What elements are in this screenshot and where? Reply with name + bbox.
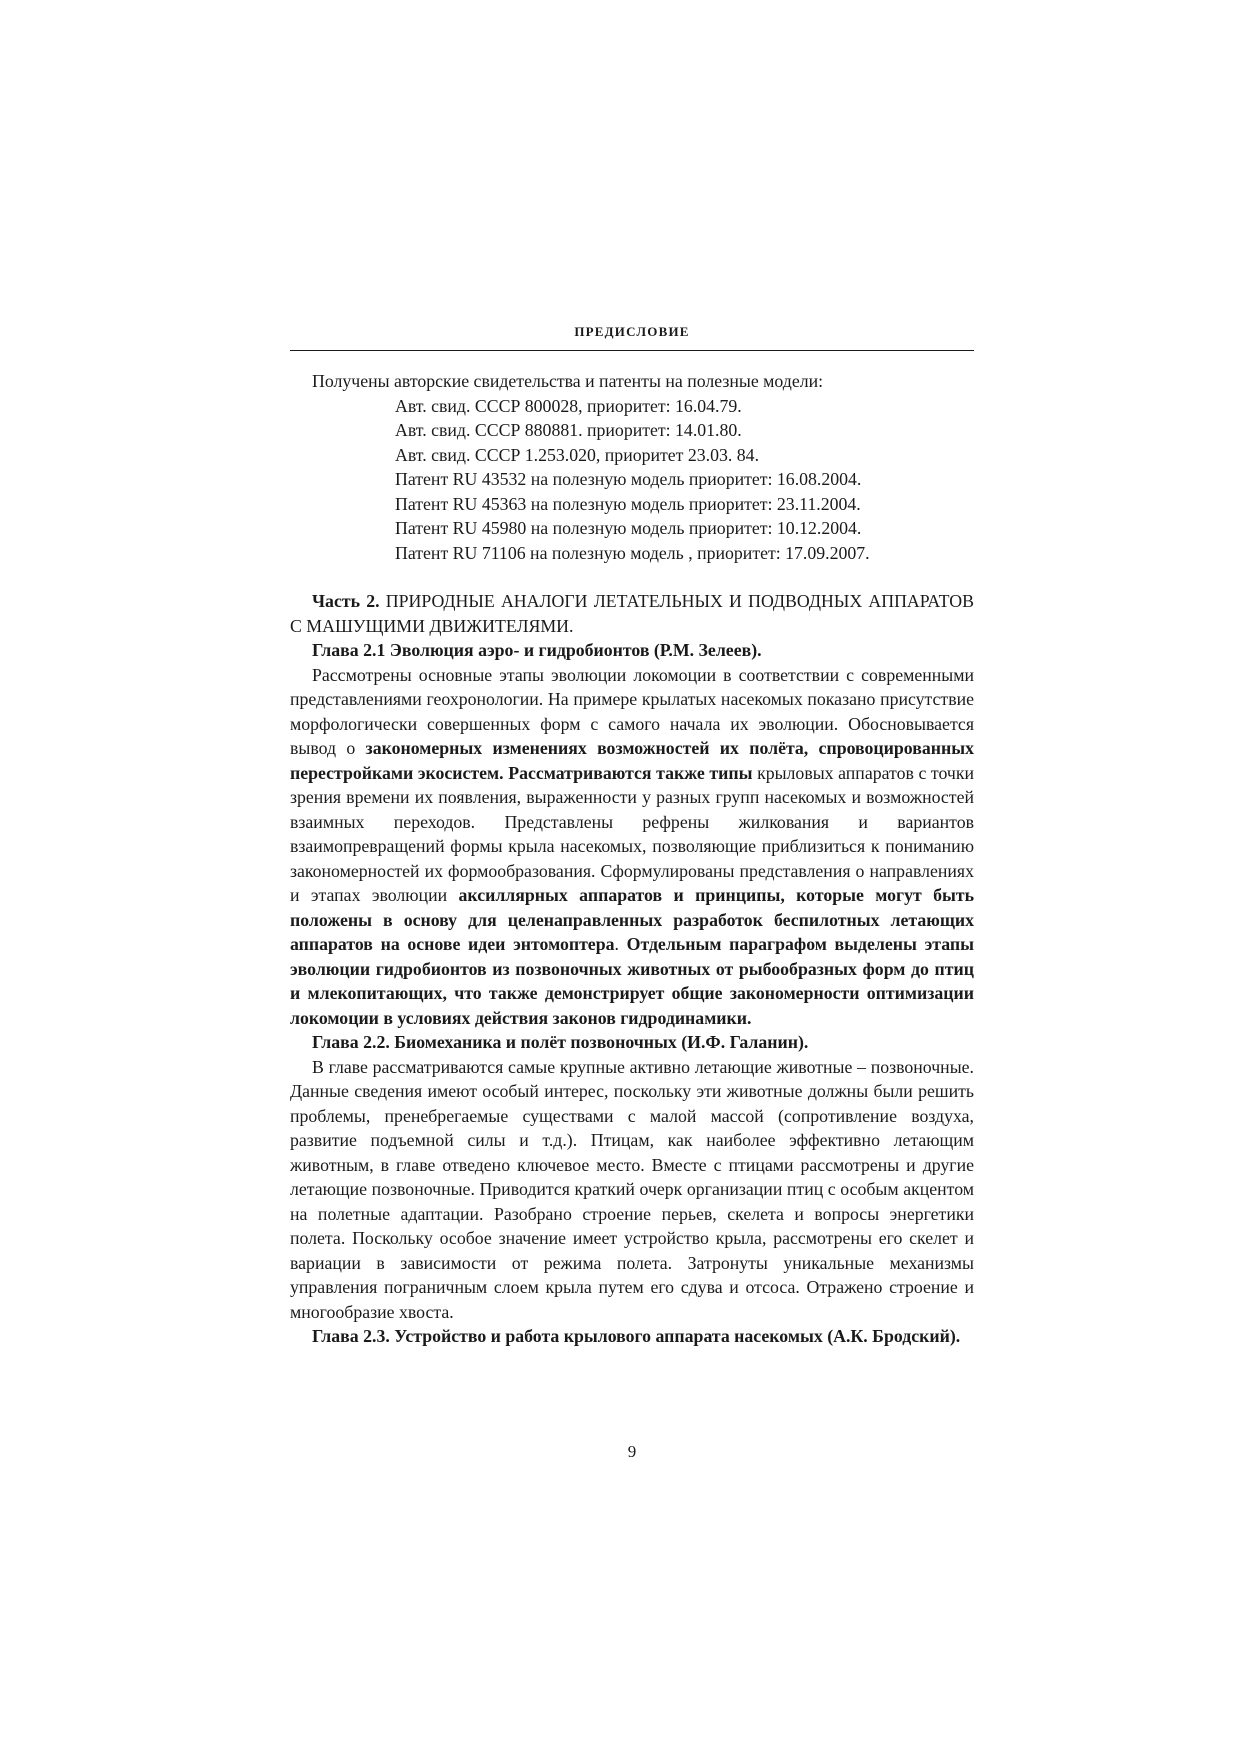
patent-item: Патент RU 45363 на полезную модель приоритет: 23.11.2004. <box>395 493 861 514</box>
running-head: ПРЕДИСЛОВИЕ <box>574 324 690 339</box>
bold-segment: аксиллярных аппаратов и принципы, которые могут быть положены в основу для целенаправленных разработок беспилотных летающих аппаратов на основе идеи энтомоптера <box>290 885 975 954</box>
header-rule <box>290 350 974 351</box>
chapter-2-2-text <box>290 1055 974 1325</box>
chapter-2-1-text <box>290 663 974 1031</box>
chapter-2-3-heading: Глава 2.3. Устройство и работа крылового аппарата насекомых (А.К. Бродский). <box>312 1326 961 1346</box>
chapter-2-2-heading: Глава 2.2. Биомеханика и полёт позвоночных (И.Ф. Галанин). <box>312 1032 809 1052</box>
patent-item: Патент RU 43532 на полезную модель приоритет: 16.08.2004. <box>395 469 862 489</box>
bold-segment: Отдельным параграфом выделены этапы эволюции гидробионтов из позвоночных животных от рыбообразных форм до птиц и млекопитающих, что также демонстрирует общие закономерности оптимизации локомоции в условиях действия законов гидродинамики. <box>290 934 974 1028</box>
part-2-label: Часть 2. <box>312 591 380 611</box>
text-segment: В главе рассматриваются самые крупные активно летающие животные – позвоночные. Данные сведения имеют особый интерес, поскольку эти животные должны были решить проблемы, пренебрегаемые существами с малой массой (сопротивление воздуха, развитие подъемной силы и т.д.). Птицам, как наиболее эффективно летающим животным, в главе отведено ключевое место. Вместе с птицами рассмотрены и другие летающие позвоночные. Приводится краткий очерк организации птиц с особым акцентом на полетные адаптации. Разобрано строение перьев, скелета и вопросы энергетики полета. Поскольку особое значение имеет устройство крыла, рассмотрены его скелет и вариации в зависимости от режима полета. Затронуты уникальные механизмы управления пограничным слоем крыла путем его сдува и отсоса. Отражено строение и многообразие хвоста. <box>290 1056 974 1322</box>
chapter-2-1-heading: Глава 2.1 Эволюция аэро- и гидробионтов (Р.М. Зелеев). <box>312 640 762 660</box>
text-segment: . <box>614 934 627 954</box>
patent-item: Патент RU 71106 на полезную модель , приоритет: 17.09.2007. <box>395 542 870 563</box>
patent-item: Авт. свид. СССР 800028, приоритет: 16.04.79. <box>395 395 742 416</box>
patent-list <box>290 394 974 566</box>
page-body <box>290 369 974 1349</box>
text-segment: крыловых аппаратов с точки зрения времени их появления, выраженности у разных групп насекомых и возможностей взаимных переходов. Представлены рефрены жилкования и вариантов взаимопревращений формы крыла насекомых, позволяющие приблизиться к пониманию закономерностей их формообразования. Сформулированы представления о направлениях и этапах эволюции <box>290 762 974 905</box>
text-segment: Рассмотрены основные этапы эволюции локомоции в соответствии с современными представлениями геохронологии. На примере крылатых насекомых показано присутствие морфологически совершенных форм с самого начала их эволюции. Обосновывается вывод о <box>290 664 974 758</box>
page-number: 9 <box>627 1442 637 1461</box>
patent-item: Авт. свид. СССР 1.253.020, приоритет 23.03. 84. <box>395 444 760 465</box>
part-2-heading <box>290 589 974 638</box>
patent-item: Патент RU 45980 на полезную модель приоритет: 10.12.2004. <box>395 518 862 538</box>
part-2-title: ПРИРОДНЫЕ АНАЛОГИ ЛЕТАТЕЛЬНЫХ И ПОДВОДНЫХ АППАРАТОВ С МАШУЩИМИ ДВИЖИТЕЛЯМИ. <box>290 591 974 636</box>
bold-segment: закономерных изменениях возможностей их полёта, спровоцированных перестройками экосистем. Рассматриваются также типы <box>290 738 974 783</box>
patent-item: Авт. свид. СССР 880881. приоритет: 14.01.80. <box>395 420 742 440</box>
patents-intro: Получены авторские свидетельства и патенты на полезные модели: <box>312 371 824 391</box>
